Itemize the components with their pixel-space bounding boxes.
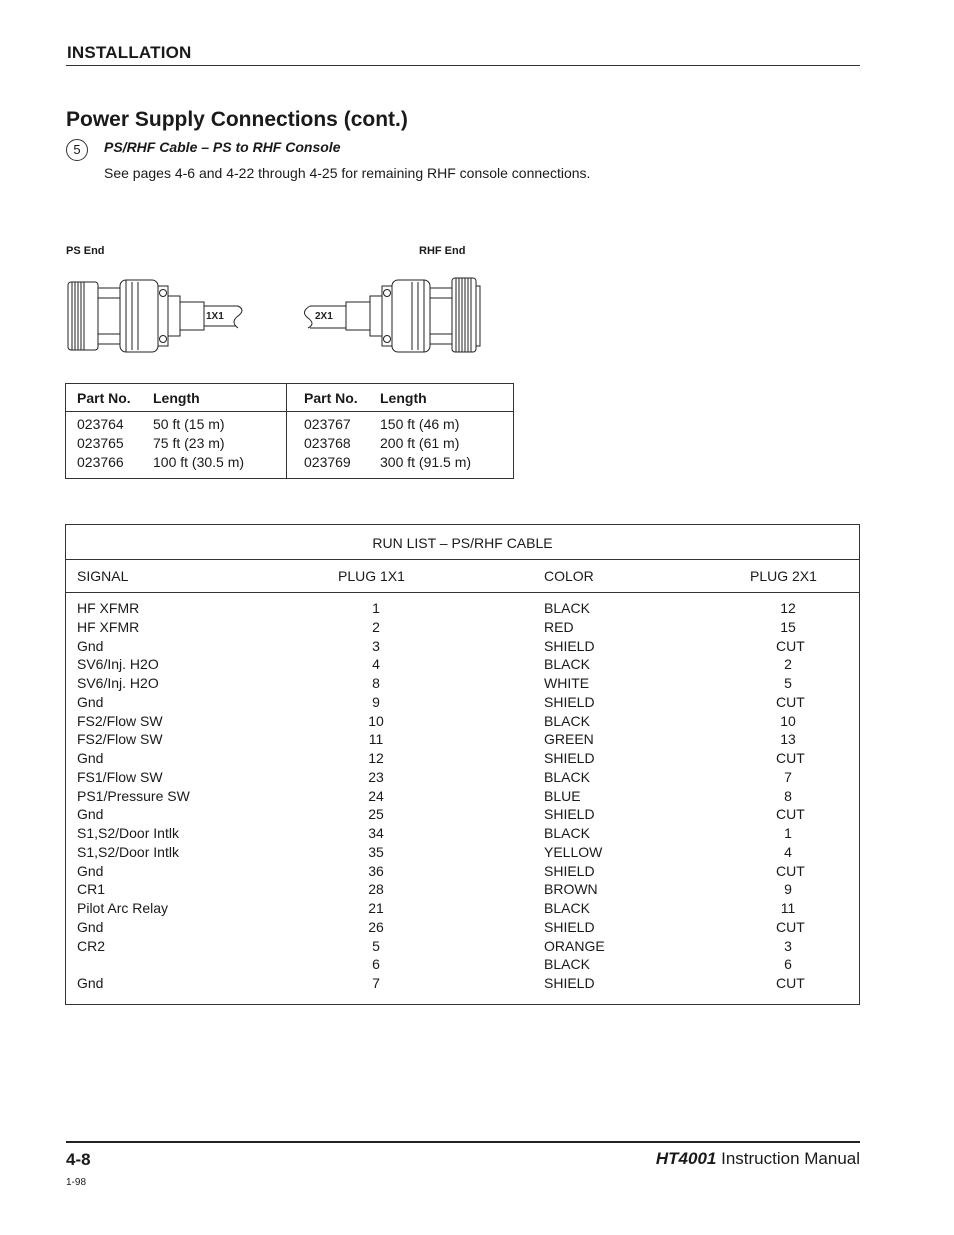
cable-length: 150 ft (46 m)	[380, 416, 460, 432]
run-list-body	[66, 599, 859, 993]
plug2-pin-cell: CUT	[776, 806, 805, 823]
plug1-pin-cell: 26	[368, 918, 384, 935]
part-number: 023766	[77, 454, 124, 470]
run-list-table	[65, 524, 860, 1005]
table-row	[66, 454, 514, 479]
wire-color-cell: BLACK	[544, 956, 590, 973]
part-number: 023764	[77, 416, 124, 432]
header-rule	[66, 65, 860, 66]
plug-1x1-label: 1X1	[206, 311, 224, 322]
plug1-pin-cell: 6	[372, 956, 380, 973]
plug2-pin-cell: 3	[784, 937, 792, 954]
signal-cell: PS1/Pressure SW	[77, 787, 190, 804]
plug-2x1-label: 2X1	[315, 311, 333, 322]
signal-cell: Pilot Arc Relay	[77, 900, 169, 916]
plug1-pin-cell: 3	[372, 637, 380, 654]
signal-cell: CR1	[77, 881, 106, 898]
signal-cell: SV6/Inj. H2O	[77, 656, 159, 673]
plug2-pin-cell: 4	[784, 843, 792, 860]
wire-color-cell: SHIELD	[544, 693, 595, 710]
cable-length: 75 ft (23 m)	[153, 435, 225, 451]
table-row	[66, 655, 859, 674]
table-row	[66, 862, 859, 881]
wire-color-cell: BLACK	[544, 656, 590, 673]
signal-cell: Gnd	[77, 975, 104, 991]
page-number: 4-8	[66, 1150, 91, 1169]
plug2-pin-cell: 2	[784, 656, 792, 673]
column-header: Part No.	[287, 384, 381, 412]
plug2-pin-cell: 10	[780, 712, 796, 729]
wire-color-cell: YELLOW	[544, 843, 603, 860]
footer-rule	[66, 1141, 860, 1143]
table-row	[66, 918, 859, 937]
part-number: 023765	[77, 435, 124, 451]
run-list-title-row	[66, 525, 859, 560]
plug2-pin-cell: CUT	[776, 975, 805, 991]
plug1-pin-cell: 34	[368, 825, 384, 841]
step-number-badge: 5	[66, 139, 88, 161]
table-row	[66, 730, 859, 749]
cable-length: 100 ft (30.5 m)	[153, 454, 245, 470]
plug1-pin-cell: 25	[368, 806, 384, 823]
signal-cell: Gnd	[77, 693, 104, 710]
part-number: 023769	[287, 454, 381, 479]
run-list-header-row	[66, 560, 859, 593]
step-title: PS/RHF Cable – PS to RHF Console	[104, 139, 341, 155]
plug1-pin-cell: 1	[372, 600, 380, 616]
table-row	[66, 843, 859, 862]
plug2-pin-cell: 11	[780, 900, 796, 916]
table-row	[66, 435, 514, 454]
wire-color-cell: SHIELD	[544, 918, 595, 935]
part-number: 023768	[287, 435, 381, 454]
wire-color-cell: BLACK	[544, 712, 590, 729]
plug2-pin-cell: 7	[784, 768, 792, 785]
signal-cell: FS2/Flow SW	[77, 712, 163, 729]
signal-cell: FS1/Flow SW	[77, 768, 163, 785]
rhf-end-label: RHF End	[419, 245, 466, 257]
wire-color-cell: ORANGE	[544, 937, 605, 954]
cable-length: 300 ft (91.5 m)	[380, 454, 472, 470]
wire-color-cell: RED	[544, 618, 574, 635]
wire-color-cell: SHIELD	[544, 806, 595, 823]
wire-color-cell: BLACK	[544, 600, 590, 616]
plug2-pin-cell: 12	[780, 600, 796, 616]
cable-connector-diagram	[60, 270, 490, 360]
signal-cell: Gnd	[77, 918, 104, 935]
plug1-pin-cell: 24	[368, 787, 384, 804]
plug1-pin-cell: 7	[372, 975, 380, 991]
part-numbers-table	[65, 383, 514, 479]
signal-cell: S1,S2/Door Intlk	[77, 843, 179, 860]
plug2-pin-cell: 9	[784, 881, 792, 898]
step-description: See pages 4-6 and 4-22 through 4-25 for remaining RHF console connections.	[104, 165, 591, 181]
table-header-row	[66, 384, 514, 412]
table-row	[66, 805, 859, 824]
plug2-pin-cell: CUT	[776, 750, 805, 766]
plug2-pin-cell: CUT	[776, 918, 805, 935]
signal-cell: Gnd	[77, 637, 104, 654]
plug2-pin-cell: CUT	[776, 693, 805, 710]
wire-color-cell: WHITE	[544, 675, 590, 691]
plug2-pin-cell: 6	[784, 956, 792, 973]
table-row	[66, 412, 514, 436]
wire-color-cell: BLACK	[544, 900, 590, 916]
column-header: Part No.	[66, 384, 154, 412]
table-row	[66, 674, 859, 693]
plug1-pin-cell: 35	[368, 843, 384, 860]
wire-color-cell: SHIELD	[544, 975, 595, 991]
wire-color-cell: BLACK	[544, 768, 590, 785]
plug2-pin-cell: 5	[784, 675, 792, 691]
column-header: Length	[380, 384, 514, 412]
signal-cell: CR2	[77, 937, 106, 954]
revision-date: 1-98	[66, 1177, 87, 1188]
wire-color-cell: SHIELD	[544, 750, 595, 766]
plug2-pin-cell: CUT	[776, 862, 805, 879]
column-header-plug2: PLUG 2X1	[750, 568, 817, 584]
table-row	[66, 824, 859, 843]
page-title: Power Supply Connections (cont.)	[66, 108, 408, 131]
plug2-pin-cell: 8	[784, 787, 792, 804]
plug1-pin-cell: 12	[368, 750, 384, 766]
column-header-plug1: PLUG 1X1	[338, 568, 405, 584]
section-header: INSTALLATION	[67, 43, 192, 62]
table-row	[66, 768, 859, 787]
wire-color-cell: SHIELD	[544, 862, 595, 879]
plug1-pin-cell: 21	[368, 900, 384, 916]
plug1-pin-cell: 11	[368, 731, 384, 748]
table-row	[66, 637, 859, 656]
manual-title	[656, 1149, 860, 1169]
table-row	[66, 899, 859, 918]
plug1-pin-cell: 28	[368, 881, 384, 898]
wire-color-cell: BLUE	[544, 787, 581, 804]
table-row	[66, 974, 859, 993]
signal-cell: SV6/Inj. H2O	[77, 675, 159, 691]
table-row	[66, 937, 859, 956]
plug2-pin-cell: 13	[780, 731, 796, 748]
plug1-pin-cell: 8	[372, 675, 380, 691]
signal-cell: S1,S2/Door Intlk	[77, 825, 179, 841]
cable-length: 200 ft (61 m)	[380, 435, 460, 451]
table-row	[66, 693, 859, 712]
signal-cell: Gnd	[77, 806, 104, 823]
ps-end-label: PS End	[66, 245, 105, 257]
wire-color-cell: BLACK	[544, 825, 590, 841]
plug1-pin-cell: 4	[372, 656, 380, 673]
table-row	[66, 712, 859, 731]
run-list-title: RUN LIST – PS/RHF CABLE	[372, 535, 553, 551]
column-header-signal: SIGNAL	[77, 568, 129, 584]
wire-color-cell: GREEN	[544, 731, 594, 748]
plug2-pin-cell: CUT	[776, 637, 805, 654]
plug1-pin-cell: 10	[368, 712, 384, 729]
wire-color-cell: BROWN	[544, 881, 598, 898]
table-row	[66, 749, 859, 768]
signal-cell: FS2/Flow SW	[77, 731, 163, 748]
plug1-pin-cell: 36	[368, 862, 384, 879]
plug1-pin-cell: 2	[372, 618, 380, 635]
table-row	[66, 955, 859, 974]
plug1-pin-cell: 5	[372, 937, 380, 954]
part-number: 023767	[287, 412, 381, 436]
model-name: HT4001	[655, 1149, 717, 1168]
table-row	[66, 618, 859, 637]
signal-cell: HF XFMR	[77, 618, 140, 635]
column-header: Length	[153, 384, 287, 412]
signal-cell: HF XFMR	[77, 600, 140, 616]
plug2-pin-cell: 1	[784, 825, 792, 841]
table-row	[66, 880, 859, 899]
signal-cell: Gnd	[77, 750, 104, 766]
column-header-color: COLOR	[544, 568, 594, 584]
signal-cell: Gnd	[77, 862, 104, 879]
plug2-pin-cell: 15	[780, 618, 796, 635]
wire-color-cell: SHIELD	[544, 637, 595, 654]
table-row	[66, 787, 859, 806]
manual-label: Instruction Manual	[721, 1149, 860, 1168]
plug1-pin-cell: 9	[372, 693, 380, 710]
table-row	[66, 599, 859, 618]
plug1-pin-cell: 23	[368, 768, 384, 785]
cable-length: 50 ft (15 m)	[153, 416, 225, 432]
